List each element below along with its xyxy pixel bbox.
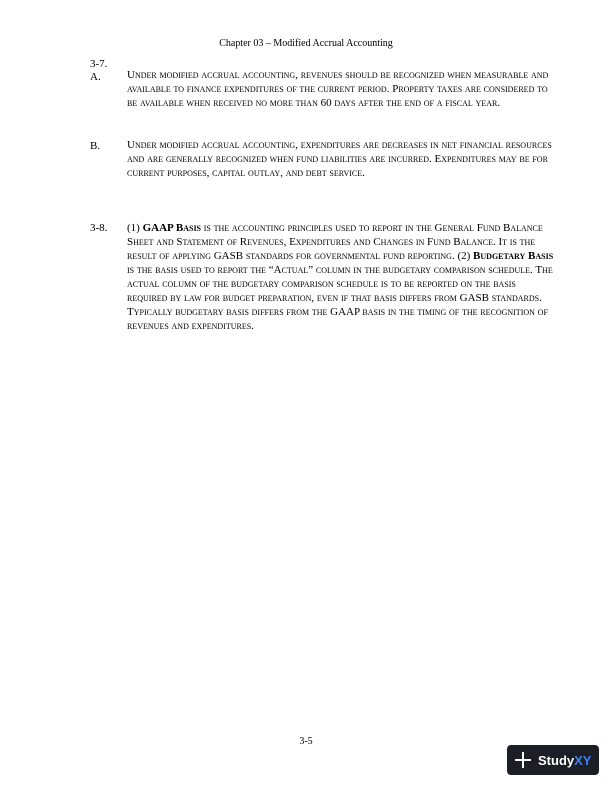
part-a-label: A. bbox=[90, 71, 101, 83]
badge-label bbox=[538, 753, 591, 768]
item-1-text: is the accounting principles used to report in the General Fund Balance Sheet and Statement of Revenues, Expenditures and Changes in Fund Balance. It is the result of applying GASB standards for governmental fund reporting. bbox=[127, 222, 543, 262]
answer-3-8-text bbox=[127, 221, 559, 333]
item-1-number: (1) bbox=[127, 222, 140, 234]
page-number: 3-5 bbox=[299, 736, 313, 747]
item-2-number: (2) bbox=[457, 250, 471, 262]
part-b-text: Under modified accrual accounting, expenditures are decreases in net financial resources and are generally recognized when fund liabilities are incurred. Expenditures may be for current purposes, capital outlay, and debt service. bbox=[127, 139, 552, 179]
part-b-label: B. bbox=[90, 140, 101, 152]
term-gaap-basis: GAAP Basis bbox=[142, 222, 202, 234]
studyxy-badge[interactable] bbox=[507, 745, 599, 775]
badge-text-main: Study bbox=[538, 752, 575, 768]
badge-text-accent: XY bbox=[574, 752, 592, 768]
question-number-3-7: 3-7. bbox=[90, 58, 108, 70]
term-budgetary-basis: Budgetary Basis bbox=[473, 250, 554, 262]
page-header: Chapter 03 – Modified Accrual Accounting bbox=[219, 38, 393, 49]
question-number-3-8: 3-8. bbox=[90, 222, 108, 234]
item-2-text: is the basis used to report the “Actual” column in the budgetary comparison schedule. The actual column of the budgetary comparison schedule is to be reported on the basis required by law for budget preparation, even if that basis differs from GASB standards. Typically budgetary basis differs from the GAAP basis in the timing of the recognition of revenues and expenditures. bbox=[127, 264, 553, 332]
part-a-text: Under modified accrual accounting, revenues should be recognized when measurable and available to finance expenditures of the current period. Property taxes are considered to be available when received no more than 60 days after the end of a fiscal year. bbox=[127, 69, 549, 109]
plus-icon bbox=[512, 749, 534, 771]
